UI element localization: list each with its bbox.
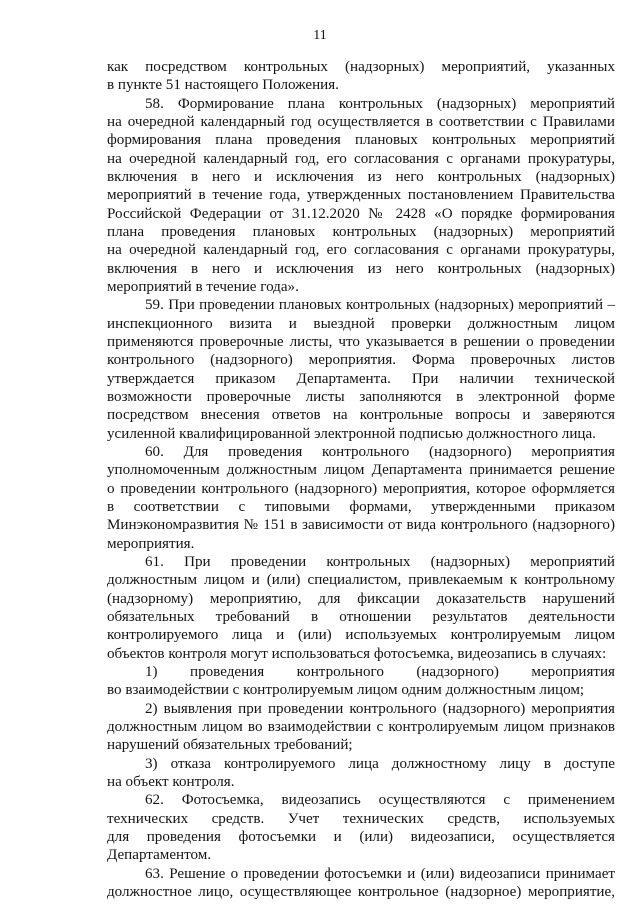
paragraph-59-start: 59. При проведении плановых контрольных (надзорных) мероприятий – [145,297,615,313]
text-line: контрольного (надзорного) мероприятия. Форма проверочных листов [107,352,615,368]
text-line: должностным лицом во взаимодействии с контролируемым лицом признаков [107,719,615,735]
text-line: во взаимодействии с контролируемым лицом одним должностным лицом; [107,682,585,698]
text-line: на очередной календарный год осуществляется в соответствии с Правилами [107,114,615,130]
text-line: должностное лицо, осуществляющее контрольное (надзорное) мероприятие, [107,884,615,900]
list-item-1-start: 1) проведения контрольного (надзорного) мероприятия [145,664,615,680]
text-line: включения в него и исключения из него контрольных (надзорных) [107,261,615,277]
text-line: применяются проверочные листы, что указывается в решении о проведении [107,334,615,350]
text-line: возможности проверочные листы заполняются в электронной форме [107,389,615,405]
text-line: технических средств. Учет технических средств, используемых [107,811,615,827]
text-line: мероприятий в течение года, утвержденных постановлением Правительства [107,187,615,203]
text-line: для проведения фотосъемки и (или) видеозаписи, осуществляется [107,829,615,845]
text-line: Российской Федерации от 31.12.2020 № 2428 «О порядке формирования [107,206,615,222]
paragraph-63-start: 63. Решение о проведении фотосъемки и (или) видеозаписи принимает [145,866,615,882]
text-line: должностным лицом и (или) специалистом, привлекаемым к контрольному [107,572,615,588]
text-line: объектов контроля могут использоваться фотосъемка, видеозапись в случаях: [107,646,607,662]
list-item-3-start: 3) отказа контролируемого лица должностному лицу в доступе [145,756,615,772]
text-line: обязательных требований в отношении результатов деятельности [107,609,615,625]
text-line: мероприятий в течение года». [107,279,299,295]
text-line: посредством внесения ответов на контрольные вопросы и заверяются [107,407,615,423]
paragraph-58-start: 58. Формирование плана контрольных (надзорных) мероприятий [145,96,615,112]
text-line: мероприятия. [107,536,195,552]
text-line: Минэкономразвития № 151 в зависимости от вида контрольного (надзорного) [107,517,615,533]
list-item-2-start: 2) выявления при проведении контрольного (надзорного) мероприятия [145,701,615,717]
text-line: в соответствии с типовыми формами, утвержденными приказом [107,499,615,515]
text-line: на объект контроля. [107,774,235,790]
text-line: формирования плана проведения плановых контрольных мероприятий [107,132,615,148]
text-line: контролируемого лица и (или) используемых контролируемым лицом [107,627,615,643]
text-line: Департаментом. [107,847,212,863]
page-number: 11 [313,28,327,43]
text-line: о проведении контрольного (надзорного) мероприятия, которое оформляется [107,481,615,497]
text-line: на очередной календарный год, его согласования с органами прокуратуры, [107,151,615,167]
text-line: на очередной календарный год, его согласования с органами прокуратуры, [107,242,615,258]
text-line: как посредством контрольных (надзорных) мероприятий, указанных [107,59,615,75]
text-line: утверждается приказом Департамента. При наличии технической [107,371,615,387]
text-line: (надзорному) мероприятию, для фиксации доказательств нарушений [107,591,615,607]
paragraph-60-start: 60. Для проведения контрольного (надзорного) мероприятия [145,444,615,460]
paragraph-62-start: 62. Фотосъемка, видеозапись осуществляются с применением [145,792,615,808]
paragraph-61-start: 61. При проведении контрольных (надзорных) мероприятий [145,554,615,570]
text-line: инспекционного визита и выездной проверки должностным лицом [107,316,615,332]
text-line: уполномоченным должностным лицом Департамента принимается решение [107,462,615,478]
text-line: в пункте 51 настоящего Положения. [107,77,339,93]
text-line: нарушений обязательных требований; [107,737,353,753]
text-line: плана проведения плановых контрольных (надзорных) мероприятий [107,224,615,240]
text-line: усиленной квалифицированной электронной подписью должностного лица. [107,426,596,442]
text-line: включения в него и исключения из него контрольных (надзорных) [107,169,615,185]
